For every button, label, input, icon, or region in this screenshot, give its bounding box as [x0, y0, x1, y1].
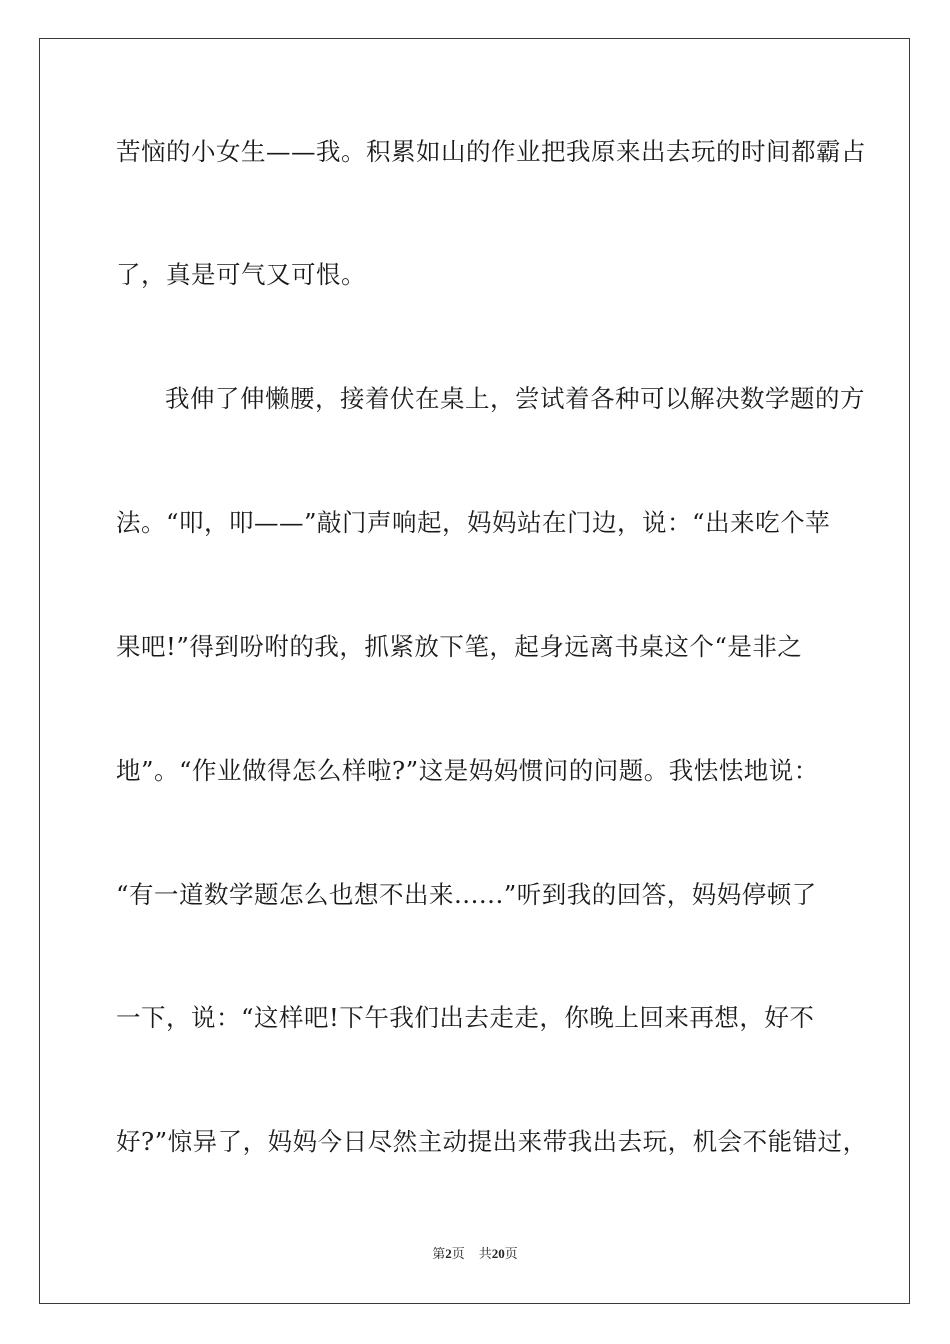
page-footer — [0, 1244, 950, 1265]
text-line: 好?”惊异了，妈妈今日尽然主动提出来带我出去玩，机会不能错过， — [116, 1127, 868, 1156]
total-pages: 20 — [491, 1246, 505, 1261]
text-line: “有一道数学题怎么也想不出来......”听到我的回答，妈妈停顿了 — [116, 880, 817, 909]
text-line: 地”。“作业做得怎么样啦?”这是妈妈惯问的问题。我怯怯地说： — [116, 756, 819, 785]
page-number: 2 — [445, 1246, 452, 1261]
total-prefix: 共 — [478, 1247, 492, 1262]
text-line-paragraph-start: 我伸了伸懒腰，接着伏在桌上，尝试着各种可以解决数学题的方 — [165, 384, 865, 413]
page-suffix: 页 — [451, 1247, 465, 1262]
text-line: 果吧!”得到吩咐的我，抓紧放下笔，起身远离书桌这个“是非之 — [116, 632, 803, 661]
text-line: 一下，说：“这样吧!下午我们出去走走，你晚上回来再想，好不 — [116, 1003, 815, 1032]
page-prefix: 第 — [432, 1247, 446, 1262]
text-line: 苦恼的小女生——我。积累如山的作业把我原来出去玩的时间都霸占 — [116, 137, 866, 166]
total-suffix: 页 — [504, 1247, 518, 1262]
text-line: 法。“叩，叩——”敲门声响起，妈妈站在门边，说：“出来吃个苹 — [116, 508, 831, 537]
page-border — [39, 38, 910, 1304]
text-line: 了，真是可气又可恨。 — [116, 260, 366, 289]
